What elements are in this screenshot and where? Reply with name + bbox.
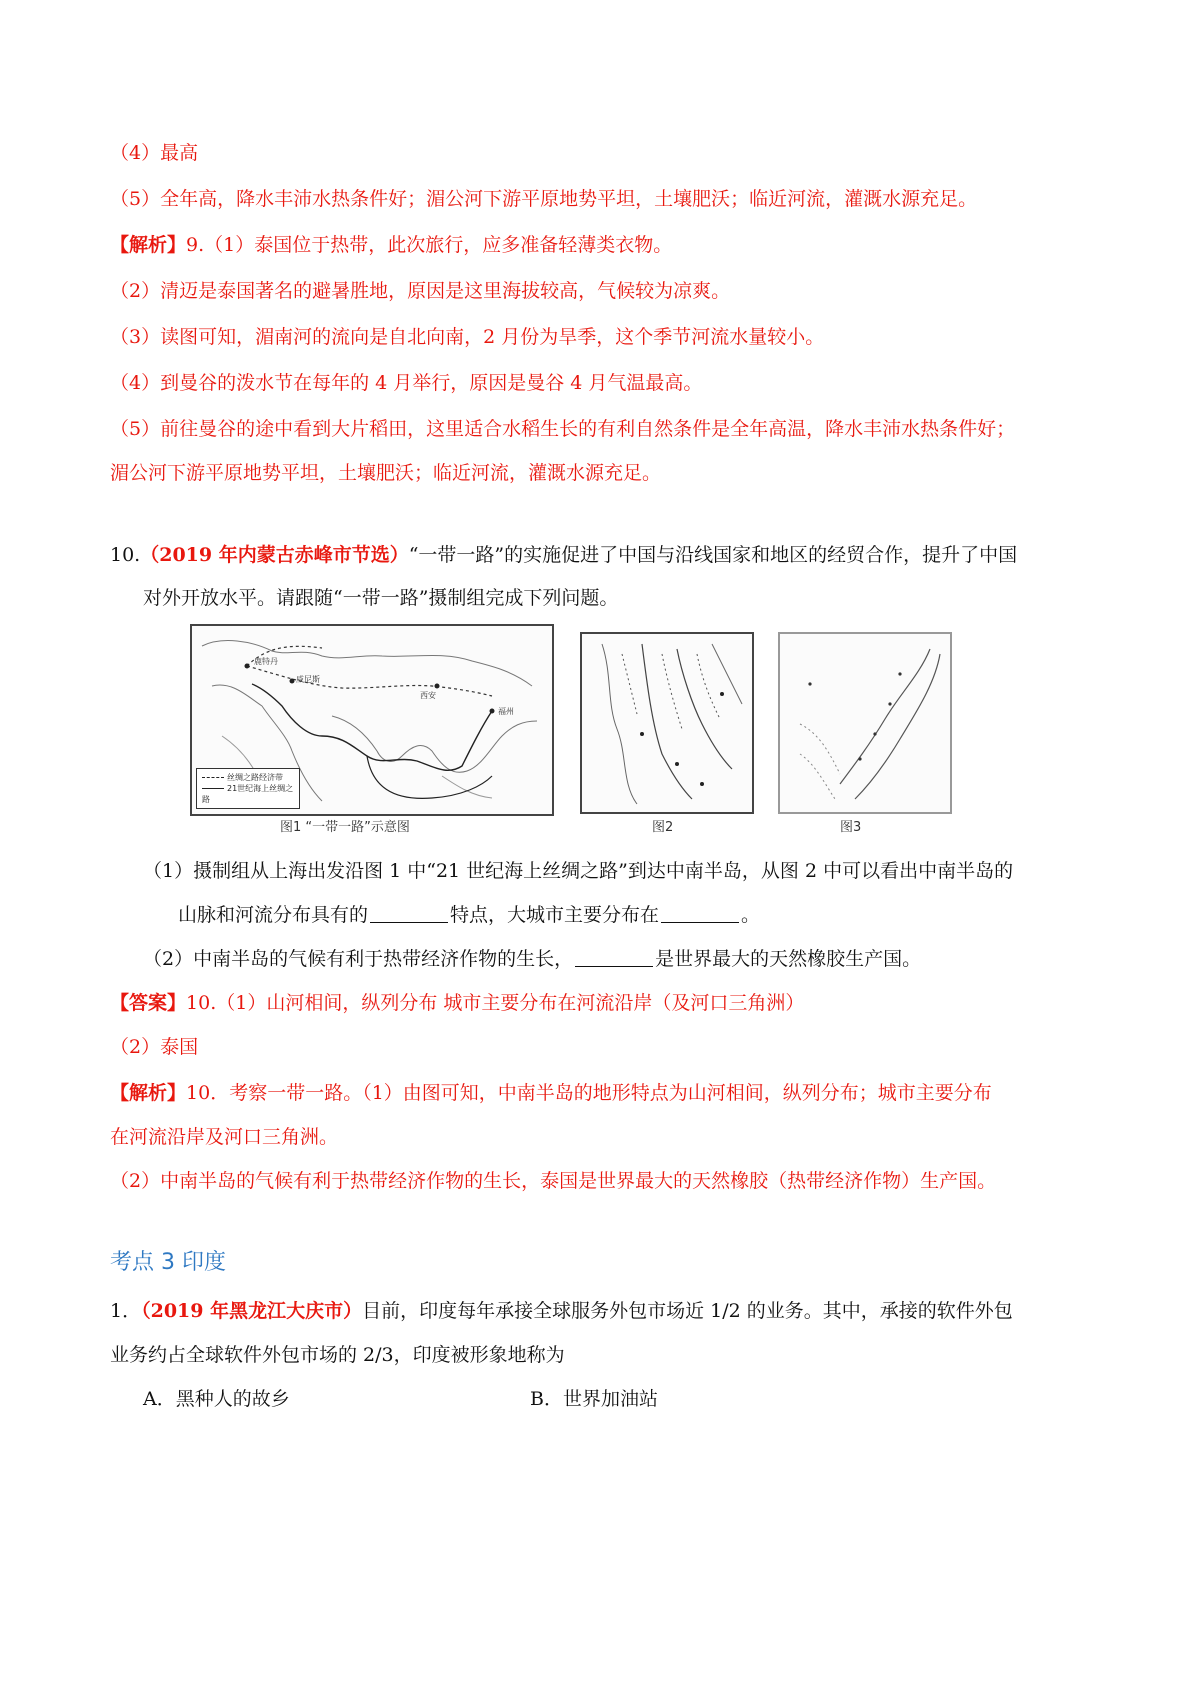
question-10-sub-1-line-2: 山脉和河流分布具有的 特点，大城市主要分布在 。 (178, 904, 761, 926)
fig1-city-label: 福州 (498, 707, 514, 716)
answer-10-line-2: （2）泰国 (110, 1036, 199, 1058)
question-10-sub-2: （2）中南半岛的气候有利于热带经济作物的生长， 是世界最大的天然橡胶生产国。 (143, 948, 922, 970)
question-10-stem-line-1: 10.（2019 年内蒙古赤峰市节选）“一带一路”的实施促进了中国与沿线国家和地区的经贸合作，提升了中国 (110, 544, 1018, 566)
figure-2-indochina-map (580, 632, 754, 814)
fig1-city-label: 威尼斯 (296, 675, 320, 684)
analysis-9-line-3: （3）读图可知，湄南河的流向是自北向南，2 月份为旱季，这个季节河流水量较小。 (110, 326, 825, 348)
answer-blank[interactable] (661, 904, 739, 923)
answer-9-4: （4）最高 (110, 142, 199, 164)
figure-2-caption: 图2 (652, 820, 674, 835)
analysis-10-line-1: 【解析】10．考察一带一路。（1）由图可知，中南半岛的地形特点为山河相间，纵列分布；城市主要分布 (110, 1082, 992, 1104)
figure-3-map (778, 632, 952, 814)
figure-1-belt-road-map (190, 624, 554, 816)
question-1-stem-line-2: 业务约占全球软件外包市场的 2/3，印度被形象地称为 (110, 1344, 565, 1366)
fig1-legend: 丝绸之路经济带 21世纪海上丝绸之路 (196, 768, 300, 809)
analysis-tag: 【解析】 (110, 1082, 187, 1104)
analysis-9-line-1: 【解析】9.（1）泰国位于热带，此次旅行，应多准备轻薄类衣物。 (110, 234, 673, 256)
fig1-city-label: 鹿特丹 (254, 657, 278, 666)
analysis-10-line-2: 在河流沿岸及河口三角洲。 (110, 1126, 339, 1148)
analysis-9-line-2: （2）清迈是泰国著名的避暑胜地，原因是这里海拔较高，气候较为凉爽。 (110, 280, 731, 302)
analysis-10-line-3: （2）中南半岛的气候有利于热带经济作物的生长，泰国是世界最大的天然橡胶（热带经济作物）生产国。 (110, 1170, 997, 1192)
analysis-9-line-5b: 湄公河下游平原地势平坦，土壤肥沃；临近河流，灌溉水源充足。 (110, 462, 662, 484)
analysis-tag: 【解析】 (110, 234, 187, 256)
analysis-9-line-4: （4）到曼谷的泼水节在每年的 4 月举行，原因是曼谷 4 月气温最高。 (110, 372, 703, 394)
figure-3-caption: 图3 (840, 820, 862, 835)
answer-blank[interactable] (575, 948, 653, 967)
question-source: （2019 年黑龙江大庆市） (141, 1300, 363, 1322)
question-number: 1． (110, 1300, 142, 1322)
answer-9-5: （5）全年高，降水丰沛水热条件好；湄公河下游平原地势平坦，土壤肥沃；临近河流，灌溉水源充足。 (110, 188, 978, 210)
answer-blank[interactable] (370, 904, 448, 923)
option-b[interactable]: B．世界加油站 (530, 1388, 658, 1410)
figure-1-caption: 图1 “一带一路”示意图 (280, 820, 410, 835)
answer-tag: 【答案】 (110, 992, 187, 1014)
question-10-sub-1-line-1: （1）摄制组从上海出发沿图 1 中“21 世纪海上丝绸之路”到达中南半岛，从图 2 中可以看出中南半岛的 (143, 860, 1014, 882)
option-a[interactable]: A．黑种人的故乡 (143, 1388, 290, 1410)
fig1-city-label: 西安 (420, 691, 436, 700)
answer-10-line-1: 【答案】10.（1）山河相间，纵列分布 城市主要分布在河流沿岸（及河口三角洲） (110, 992, 805, 1014)
section-heading: 考点 3 印度 (110, 1250, 226, 1275)
question-1-stem-line-1: 1．（2019 年黑龙江大庆市）目前，印度每年承接全球服务外包市场近 1/2 的业务。其中，承接的软件外包 (110, 1300, 1013, 1322)
question-number: 10. (110, 544, 141, 566)
question-10-stem-line-2: 对外开放水平。请跟随“一带一路”摄制组完成下列问题。 (143, 587, 619, 609)
analysis-9-line-5a: （5）前往曼谷的途中看到大片稻田，这里适合水稻生长的有利自然条件是全年高温，降水丰沛水热条件好； (110, 418, 1016, 440)
question-source: （2019 年内蒙古赤峰市节选） (140, 544, 409, 566)
